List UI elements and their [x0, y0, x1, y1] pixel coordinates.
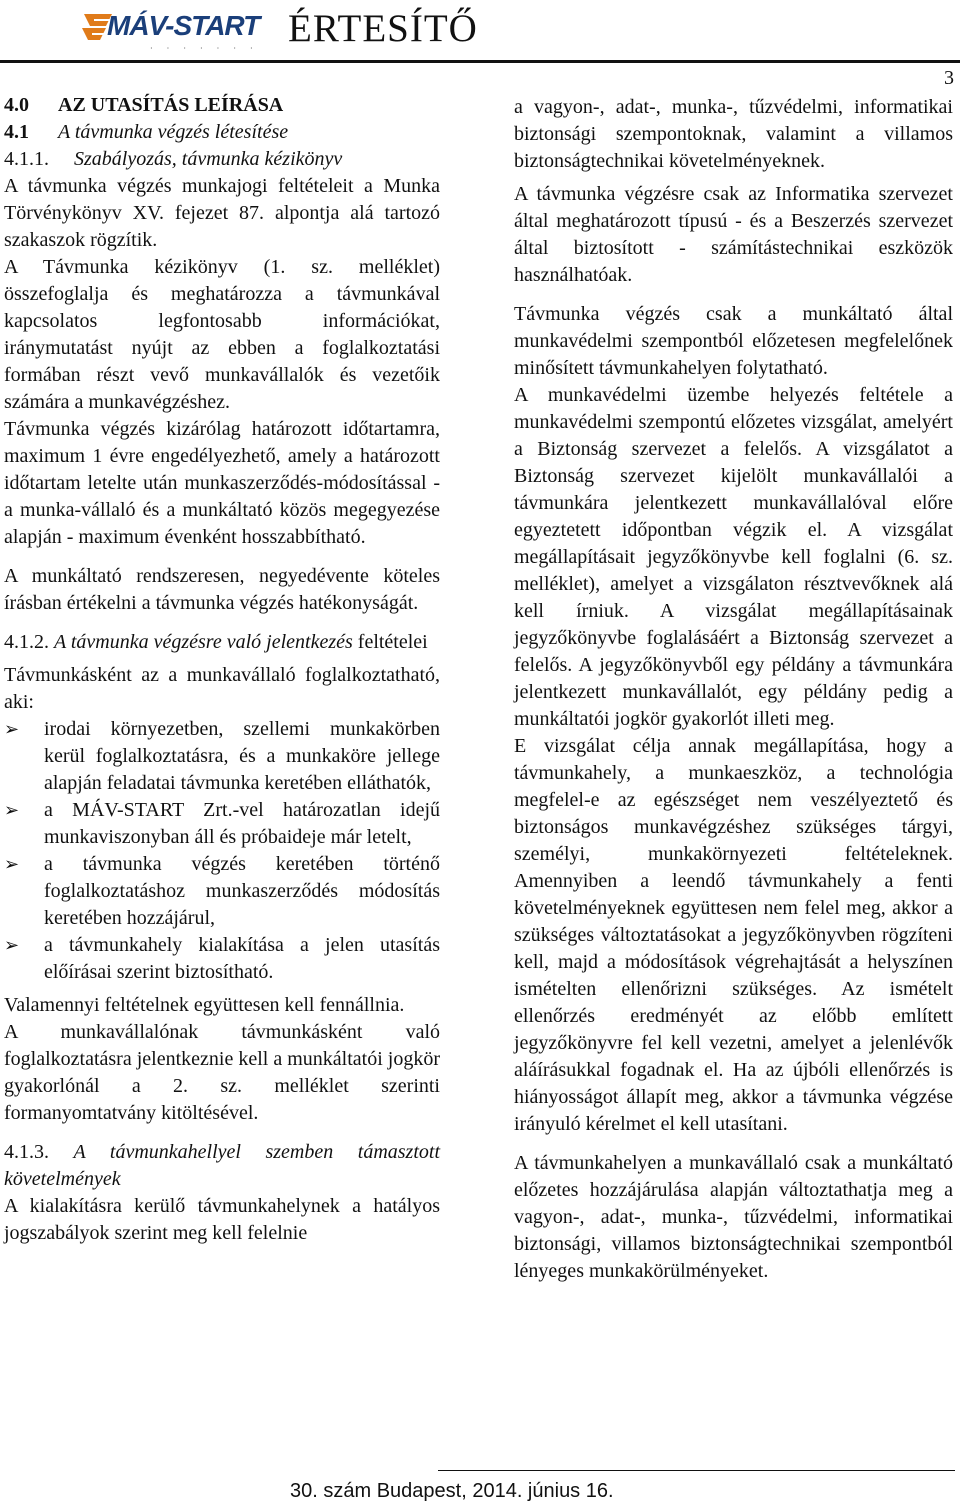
page-title: ÉRTESÍTŐ: [288, 7, 478, 50]
subsubsection-heading-1: [4, 146, 440, 173]
paragraph: E vizsgálat célja annak megállapítása, hogy a távmunkahely, a munkaeszköz, a technológia megfelel-e az egészséget nem veszélyeztető és biztonságos munkavégzéshez szükséges tárgyi, személyi, munkakörnyezeti feltételeknek. Amennyiben a leendő távmunkahely a fenti követelményeknek együttesen nem felel meg, akkor a szükséges változtatásokat a jegyzőkönyvben rögzíteni kell, majd a módosítások végrehajtását a helyszínen ismételten ellenőrizni szükséges. Az ismételt ellenőrzés eredményét az előbb említett jegyzőkönyvre fel kell vezetni, amelyet a jelenlévők aláírásukkal fogadnak el. Ha az újbóli ellenőrzés is hiányosságot állapít meg, akkor a távmunka végzése irányuló kérelmet el kell utasítani.: [514, 735, 953, 1135]
arrow-bullet-icon: ➢: [4, 719, 20, 740]
list-item: ➢ a távmunkahely kialakítása a jelen utasítás előírásai szerint biztosítható.: [4, 934, 440, 983]
subsubsection-title: A távmunka végzésre való jelentkezés: [54, 631, 353, 653]
paragraph: A munkavállalónak távmunkásként való foglalkoztatásra jelentkeznie kell a munkáltatói jogkör gyakorlónál a 2. sz. melléklet szerinti formanyomtatvány kitöltésével.: [4, 1021, 440, 1124]
subsubsection-title: A távmunkahellyel szemben támasztott követelmények: [4, 1141, 440, 1190]
section-heading: [4, 92, 440, 119]
subsubsection-number: 4.1.1.: [4, 148, 49, 170]
paragraph: A munkáltató rendszeresen, negyedévente köteles írásban értékelni a távmunka végzés hatékonyságát.: [4, 565, 440, 614]
subsubsection-heading-2: [4, 629, 440, 656]
subsubsection-heading-3: [4, 1139, 440, 1193]
subsubsection-title-rest: feltételei: [357, 631, 428, 653]
list-item: ➢ a távmunka végzés keretében történő foglalkoztatáshoz munkaszerződés módosítás keretében hozzájárul,: [4, 853, 440, 929]
subsection-heading: [4, 119, 440, 146]
paragraph: Távmunka végzés kizárólag határozott időtartamra, maximum 1 évre engedélyezhető, amely a határozott időtartam letelte után munkaszerződés-módosítással - a munka-vállaló és a munkáltató közös megegyezése alapján - maximum évenként hosszabbítható.: [4, 418, 440, 548]
paragraph: A távmunka végzés munkajogi feltételeit a Munka Törvénykönyv XV. fejezet 87. alpontja alá tartozó szakaszok rögzítik.: [4, 175, 440, 251]
subsubsection-number: 4.1.3.: [4, 1141, 49, 1163]
subsection-number: 4.1: [4, 121, 29, 143]
paragraph: Távmunkásként az a munkavállaló foglalkoztatható, aki:: [4, 664, 440, 713]
arrow-bullet-icon: ➢: [4, 800, 20, 821]
list-item: ➢ irodai környezetben, szellemi munkakörben kerül foglalkoztatásra, és a munkaköre jellege alapján feladatai távmunka keretében elláthatók,: [4, 718, 440, 794]
footer-text: 30. szám Budapest, 2014. június 16.: [290, 1480, 614, 1502]
paragraph: A kialakításra kerülő távmunkahelynek a hatályos jogszabályok szerint meg kell felelnie: [4, 1195, 440, 1244]
arrow-bullet-icon: ➢: [4, 854, 20, 875]
logo-text: MÁV-START: [107, 10, 260, 41]
list-item: ➢ a MÁV-START Zrt.-vel határozatlan idejű munkaviszonyban áll és próbaideje már letelt,: [4, 799, 440, 848]
header-rule: [0, 60, 960, 63]
paragraph: A Távmunka kézikönyv (1. sz. melléklet) összefoglalja és meghatározza a távmunkával kapcsolatos legfontosabb információkat, iránymutatást nyújt az ebben a foglalkoztatási formában részt vevő munkavállalók és vezetőik számára a munkavégzéshez.: [4, 256, 440, 413]
left-column: [4, 88, 440, 1247]
paragraph: A távmunkahelyen a munkavállaló csak a munkáltató előzetes hozzájárulása alapján változtathatja meg a vagyon-, adat-, munka-, tűzvédelmi, informatikai biztonsági, villamos biztonságtechnikai szempontból lényeges munkakörülményeket.: [514, 1152, 953, 1282]
paragraph: A munkavédelmi üzembe helyezés feltétele a munkavédelmi szempontú előzetes vizsgálat, amelyért a Biztonság szervezet a felelős. A vizsgálatot a Biztonság szervezet kijelölt munkavállalói a távmunkára jelentkezett munkavállalóval előre egyeztetett időpontban végzik el. A vizsgálat megállapításait jegyzőkönyvbe kell foglalni (6. sz. melléklet), amelyet a vizsgálaton résztvevőknek alá kell írniuk. A vizsgálat megállapításainak jegyzőkönyvbe foglalásáért a Biztonság szervezet a felelős. A jegyzőkönyvből egy példány a távmunkára jelentkezett munkavállalót, egy példány pedig a munkáltatói jogkör gyakorlót illeti meg.: [514, 384, 953, 730]
paragraph: Valamennyi feltételnek együttesen kell fennállnia.: [4, 994, 405, 1016]
arrow-bullet-icon: ➢: [4, 935, 20, 956]
subsection-title: A távmunka végzés létesítése: [58, 121, 289, 143]
subsubsection-number: 4.1.2.: [4, 631, 49, 653]
paragraph: A távmunka végzésre csak az Informatika szervezet által meghatározott típusú - és a Beszerzés szervezet által biztosított - számítástechnikai eszközök használhatóak.: [514, 183, 953, 286]
page-number: 3: [944, 67, 954, 89]
paragraph: a vagyon-, adat-, munka-, tűzvédelmi, informatikai biztonsági szempontoknak, valamint a villamos biztonságtechnikai követelményeknek.: [514, 96, 953, 172]
logo-dots: · · · · · · ·: [150, 44, 259, 53]
subsubsection-title: Szabályozás, távmunka kézikönyv: [74, 148, 343, 170]
section-title: AZ UTASÍTÁS LEÍRÁSA: [58, 94, 284, 116]
section-number: 4.0: [4, 94, 29, 116]
paragraph: Távmunka végzés csak a munkáltató által munkavédelmi szempontból előzetesen megfelelőnek minősített távmunkahelyen folytatható.: [514, 303, 953, 379]
right-column: [514, 94, 953, 1285]
conditions-list: [4, 716, 440, 986]
footer-rule: [438, 1470, 955, 1471]
